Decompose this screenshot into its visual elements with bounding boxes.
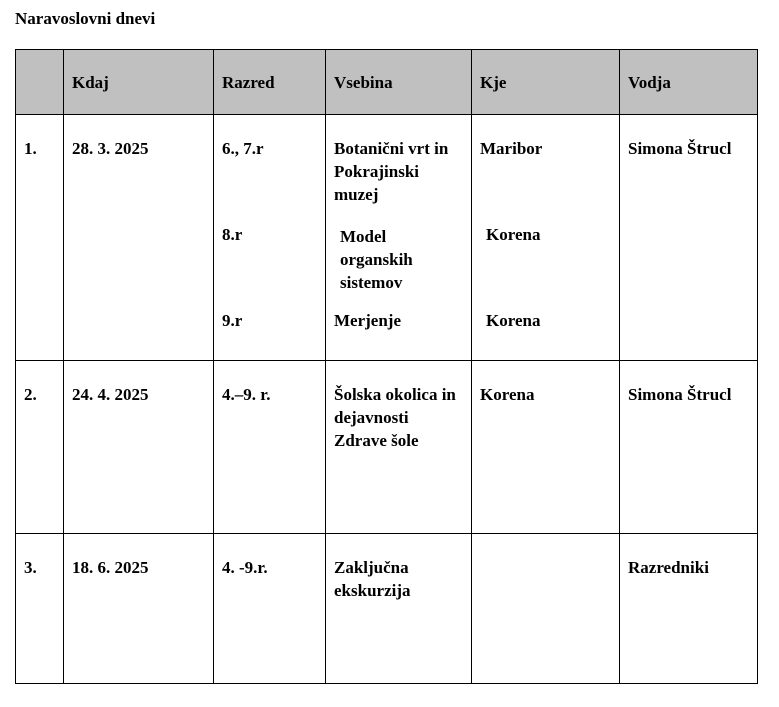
place-line: Maribor [480, 139, 543, 158]
row-leader: Simona Štrucl [620, 115, 758, 361]
table-row [16, 115, 758, 361]
header-razred: Razred [214, 50, 326, 115]
row-leader: Razredniki [620, 534, 758, 684]
row-grades [214, 115, 326, 361]
row-number: 2. [16, 361, 64, 534]
row-date: 18. 6. 2025 [64, 534, 214, 684]
table-row [16, 361, 758, 534]
row-contents [326, 115, 472, 361]
grade-line: 6., 7.r [222, 139, 264, 158]
row-grade: 4. -9.r. [214, 534, 326, 684]
row-date: 24. 4. 2025 [64, 361, 214, 534]
place-line: Korena [486, 225, 541, 244]
header-vodja: Vodja [620, 50, 758, 115]
row-place: Korena [472, 361, 620, 534]
header-kje: Kje [472, 50, 620, 115]
row-number: 3. [16, 534, 64, 684]
schedule-table [15, 49, 758, 684]
row-leader: Simona Štrucl [620, 361, 758, 534]
content-line: Merjenje [334, 311, 402, 330]
row-date: 28. 3. 2025 [64, 115, 214, 361]
row-place [472, 534, 620, 684]
document-title: Naravoslovni dnevi [15, 9, 156, 28]
content-line: Botanični vrt in Pokrajinski muzej [334, 139, 449, 204]
row-content: Šolska okolica in dejavnosti Zdrave šole [326, 361, 472, 534]
grade-line: 8.r [222, 225, 243, 244]
place-line: Korena [486, 311, 541, 330]
table-row [16, 534, 758, 684]
header-vsebina: Vsebina [326, 50, 472, 115]
row-number: 1. [16, 115, 64, 361]
row-content: Zaključna ekskurzija [326, 534, 472, 684]
header-kdaj: Kdaj [64, 50, 214, 115]
grade-line: 9.r [222, 311, 243, 330]
row-places [472, 115, 620, 361]
content-line: Model organskih sistemov [340, 227, 413, 292]
row-grade: 4.–9. r. [214, 361, 326, 534]
header-row [16, 50, 758, 115]
header-number [16, 50, 64, 115]
